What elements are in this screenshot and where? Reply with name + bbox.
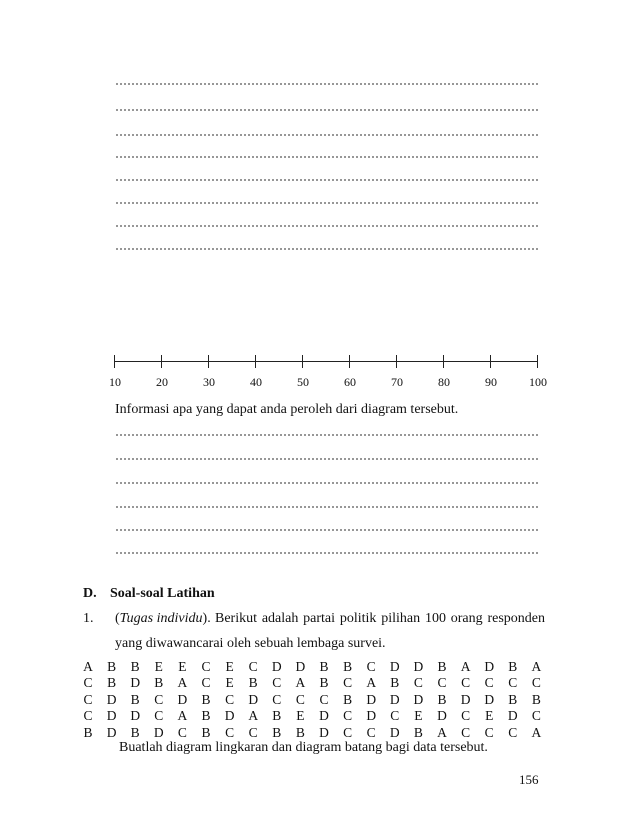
response-cell: D — [389, 659, 400, 674]
response-cell: E — [485, 708, 494, 724]
response-cell: C — [508, 724, 518, 740]
axis-tick — [208, 355, 209, 368]
response-cell: D — [130, 708, 141, 724]
response-cell: C — [413, 675, 423, 691]
axis-tick-label: 80 — [438, 375, 450, 389]
answer-line — [115, 155, 540, 159]
response-cell: B — [248, 675, 258, 691]
response-cell: B — [107, 675, 117, 691]
response-cell: A — [248, 708, 259, 724]
axis-tick — [443, 355, 444, 368]
response-cell: B — [295, 724, 305, 740]
response-cell: D — [366, 691, 377, 707]
item-number: 1. — [83, 611, 94, 626]
response-cell: E — [178, 659, 187, 674]
axis-tick — [302, 355, 303, 368]
answer-line — [115, 82, 540, 86]
axis-tick-label: 10 — [109, 375, 121, 389]
axis-tick-label: 50 — [297, 375, 309, 389]
response-cell: C — [366, 659, 376, 674]
instruction-text: Buatlah diagram lingkaran dan diagram batang bagi data tersebut. — [119, 740, 488, 755]
response-cell: B — [130, 691, 140, 707]
response-cell: A — [437, 724, 447, 740]
response-cell: C — [201, 659, 211, 674]
axis-tick-label: 40 — [250, 375, 262, 389]
question-text: Informasi apa yang dapat anda peroleh dari diagram tersebut. — [115, 402, 459, 417]
response-cell: D — [153, 724, 164, 740]
response-cell: C — [201, 675, 211, 691]
response-cell: A — [531, 724, 542, 740]
response-cell: C — [272, 675, 282, 691]
response-cell: A — [83, 659, 93, 674]
response-cell: B — [201, 691, 211, 707]
answer-line — [115, 457, 540, 461]
response-cell: C — [366, 724, 376, 740]
item-text-line-1: Berikut adalah partai politik pilihan 100 orang responden — [215, 611, 545, 626]
response-cell: C — [225, 691, 235, 707]
answer-line — [115, 433, 540, 437]
response-cell: E — [225, 675, 234, 691]
response-cell: B — [272, 724, 282, 740]
page-number: 156 — [519, 772, 539, 787]
response-cell: D — [389, 724, 400, 740]
response-cell: D — [295, 659, 306, 674]
item-line-1 — [115, 611, 211, 627]
response-cell: B — [413, 724, 423, 740]
response-cell: C — [272, 691, 282, 707]
response-cell: B — [201, 708, 211, 724]
response-cell: B — [154, 675, 164, 691]
answer-line — [115, 481, 540, 485]
response-cell: D — [413, 659, 424, 674]
response-cell: D — [484, 691, 495, 707]
response-cell: B — [130, 659, 140, 674]
answer-line — [115, 201, 540, 205]
axis-line — [114, 361, 537, 362]
axis-tick — [349, 355, 350, 368]
answer-line — [115, 247, 540, 251]
axis-tick-label: 100 — [529, 375, 547, 389]
answer-line — [115, 551, 540, 555]
response-cell: C — [248, 724, 258, 740]
answer-line — [115, 178, 540, 182]
response-cell: C — [83, 675, 93, 691]
axis-tick — [490, 355, 491, 368]
answer-line — [115, 224, 540, 228]
response-cell: B — [390, 675, 400, 691]
response-cell: B — [437, 691, 447, 707]
response-cell: C — [343, 724, 353, 740]
response-cell: D — [389, 691, 400, 707]
response-cell: A — [366, 675, 377, 691]
section-title: Soal-soal Latihan — [110, 586, 215, 601]
response-cell: C — [225, 724, 235, 740]
response-cell: C — [461, 708, 471, 724]
response-cell: C — [154, 708, 164, 724]
response-cell: E — [414, 708, 423, 724]
response-cell: B — [83, 724, 93, 740]
axis-tick — [255, 355, 256, 368]
response-cell: E — [225, 659, 234, 674]
response-cell: B — [343, 659, 353, 674]
answer-line — [115, 108, 540, 112]
response-cell: D — [437, 708, 447, 724]
response-cell: A — [531, 659, 542, 674]
response-cell: A — [177, 675, 188, 691]
response-cell: B — [343, 691, 353, 707]
response-cell: D — [130, 675, 141, 691]
response-cell: C — [531, 675, 541, 691]
axis-tick — [161, 355, 162, 368]
response-cell: C — [248, 659, 258, 674]
response-cell: D — [177, 691, 188, 707]
answer-line — [115, 505, 540, 509]
response-cell: C — [83, 708, 93, 724]
response-cell: B — [201, 724, 211, 740]
response-cell: C — [461, 724, 471, 740]
response-cell: C — [83, 691, 93, 707]
response-cell: B — [508, 659, 518, 674]
response-cell: D — [248, 691, 259, 707]
response-cell: D — [413, 691, 424, 707]
response-cell: C — [508, 675, 518, 691]
response-cell: A — [177, 708, 188, 724]
axis-tick-label: 30 — [203, 375, 215, 389]
response-cell: A — [295, 675, 306, 691]
response-cell: C — [343, 675, 353, 691]
response-cell: A — [460, 659, 471, 674]
response-cell: C — [343, 708, 353, 724]
response-cell: E — [296, 708, 305, 724]
response-cell: B — [437, 659, 447, 674]
response-cell: C — [390, 708, 400, 724]
response-cell: C — [295, 691, 305, 707]
response-cell: C — [319, 691, 329, 707]
paren-open: ( — [115, 611, 120, 626]
response-cell: D — [460, 691, 471, 707]
answer-line — [115, 133, 540, 137]
response-cell: D — [106, 691, 117, 707]
item-text-line-2: yang diwawancarai oleh sebuah lembaga survei. — [115, 636, 386, 651]
response-cell: D — [271, 659, 282, 674]
response-cell: D — [319, 708, 329, 724]
response-cell: D — [224, 708, 235, 724]
axis-tick — [537, 355, 538, 368]
response-cell: B — [508, 691, 518, 707]
response-cell: B — [130, 724, 140, 740]
response-cell: D — [484, 659, 495, 674]
axis-tick-label: 60 — [344, 375, 356, 389]
response-cell: E — [154, 659, 163, 674]
response-cell: C — [177, 724, 187, 740]
response-cell: C — [531, 708, 541, 724]
axis-tick — [396, 355, 397, 368]
response-cell: B — [319, 659, 329, 674]
axis-tick-label: 90 — [485, 375, 497, 389]
response-cell: C — [154, 691, 164, 707]
response-cell: B — [319, 675, 329, 691]
axis-tick-label: 70 — [391, 375, 403, 389]
answer-line — [115, 528, 540, 532]
response-cell: B — [531, 691, 541, 707]
response-cell: C — [461, 675, 471, 691]
axis-tick-label: 20 — [156, 375, 168, 389]
response-cell: C — [484, 675, 494, 691]
paren-close: ). — [202, 611, 211, 626]
task-tag: Tugas individu — [119, 611, 203, 626]
response-cell: C — [484, 724, 494, 740]
response-cell: B — [272, 708, 282, 724]
axis-tick — [114, 355, 115, 368]
response-cell: D — [106, 708, 117, 724]
response-cell: B — [107, 659, 117, 674]
response-cell: D — [319, 724, 329, 740]
section-label: D. — [83, 586, 97, 601]
response-cell: D — [507, 708, 518, 724]
response-cell: D — [106, 724, 117, 740]
response-cell: C — [437, 675, 447, 691]
response-cell: D — [366, 708, 377, 724]
